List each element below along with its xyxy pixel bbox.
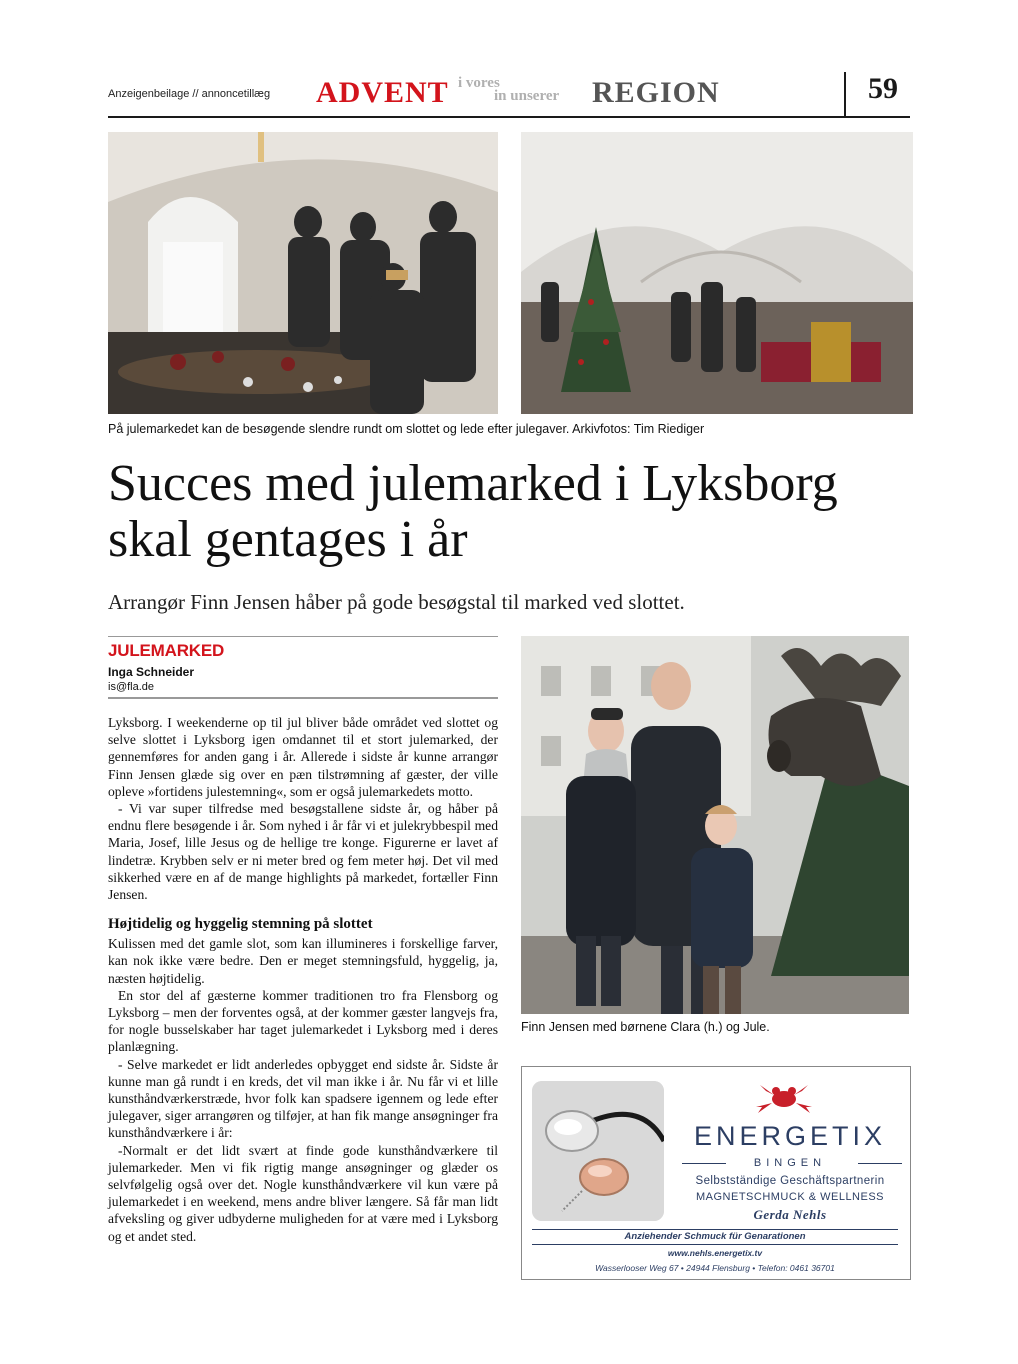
paragraph: -Normalt er det lidt svært at finde gode kunsthåndværkere til julemarkeder. Men vi fik rigtig mange ansøgninger og glæder os selvfølgelig også over det. Nogle kunsthåndværkere vil kun være på julemarkedet i en weekend, mens andre bliver længere. Så får man lidt afveksling og giver udbyderne muligheden for at være med i Lyksborg og et andet sted. <box>108 1142 498 1244</box>
ad-line-partner: Selbstständige Geschäftspartnerin <box>695 1175 885 1187</box>
article-headline: Succes med julemarked i Lyksborg skal gentages i år <box>108 455 838 568</box>
ad-tagline: Anziehender Schmuck für Genarationen <box>532 1229 898 1245</box>
author-email: is@fla.de <box>108 681 155 693</box>
paragraph: Kulissen med det gamle slot, som kan illumineres i forskellige farver, kan nok ikke være bedre. Den er meget stemningsfuld, hyggelig, ja, næsten højtidelig. <box>108 936 498 986</box>
ad-address: Wasserlooser Weg 67 • 24944 Flensburg • Telefon: 0461 36701 <box>595 1263 835 1273</box>
ad-brand: ENERGETIX <box>693 1121 887 1151</box>
article-kicker: JULEMARKED <box>108 641 225 660</box>
section-advent: ADVENT <box>316 76 449 109</box>
jewelry-image <box>532 1081 664 1221</box>
energetix-ad[interactable] <box>521 1066 911 1280</box>
article-subheading: Højtidelig og hyggelig stemning på slottet <box>108 916 373 933</box>
author-name: Inga Schneider <box>108 665 195 679</box>
article-subheadline: Arrangør Finn Jensen håber på gode besøgstal til marked ved slottet. <box>108 590 685 614</box>
photo-caption-portrait: Finn Jensen med børnene Clara (h.) og Jule. <box>521 1020 770 1034</box>
paragraph: Lyksborg. I weekenderne op til jul bliver både området ved slottet og selve slottet i Lyksborg igen omdannet til et stort julemarked, der gennemføres for anden gang i år. Allerede i sidste år kunne arrangør Finn Jensen glæde sig over en pæn tilstrømning af gæster, der ville opleve »fortidens julestemning«, som er også julemarkedets motto. <box>108 715 498 799</box>
article-body <box>108 714 498 1245</box>
photo-caption-top: På julemarkedet kan de besøgende slendre rundt om slottet og lede efter julegaver. Arkivfotos: Tim Riediger <box>108 422 705 436</box>
byline <box>108 636 498 699</box>
supplement-label: Anzeigenbeilage // annoncetillæg <box>108 88 271 100</box>
section-in-unserer: in unserer <box>494 88 560 104</box>
ad-line-category: MAGNETSCHMUCK & WELLNESS <box>695 1191 885 1203</box>
paragraph: - Selve markedet er lidt anderledes opbygget end sidste år. Sidste år kunne man gå rundt i en kreds, det vil man ikke i år. Nu får vi et lille kunsthåndværkerstræde, hvor folk kan spadsere igennem og lede efter julegaver, siger arrangøren og tilføjer, at han fik mange ansøgninger fra kunsthåndværkere i år: <box>108 1056 498 1141</box>
section-i-vores: i vores <box>458 75 500 91</box>
photo-family-moose <box>521 636 909 1014</box>
section-region: REGION <box>592 76 720 109</box>
frog-logo-icon <box>754 1081 814 1121</box>
photo-market-visitors <box>108 132 498 414</box>
divider <box>858 1163 902 1164</box>
photo-vaulted-hall <box>521 132 913 414</box>
header-divider <box>844 72 846 116</box>
ad-contact-name: Gerda Nehls <box>753 1207 827 1222</box>
paragraph: - Vi var super tilfredse med besøgstallene sidste år, og håber på endnu flere besøgende i år. Som nyhed i år får vi et julekrybbespil med Maria, Josef, lille Jesus og de hellige tre konge. Figurerne er lavet af lindetræ. Krybben selv er ni meter bred og fem meter høj. Det vil med sikkerhed være en af de mange highlights på markedet, fortæller Finn Jensen. <box>108 801 498 903</box>
ad-city: BINGEN <box>753 1157 827 1169</box>
paragraph: En stor del af gæsterne kommer traditionen tro fra Flensborg og Lyksborg – men der forventes også, at der kommer gæster langvejs fra, for nogle busselskaber har taget julemarkedet i Lyksborg med i deres planlægning. <box>108 987 498 1055</box>
ad-website-link[interactable]: www.nehls.energetix.tv <box>667 1248 763 1258</box>
page-header <box>108 70 910 118</box>
page-number: 59 <box>868 72 898 105</box>
